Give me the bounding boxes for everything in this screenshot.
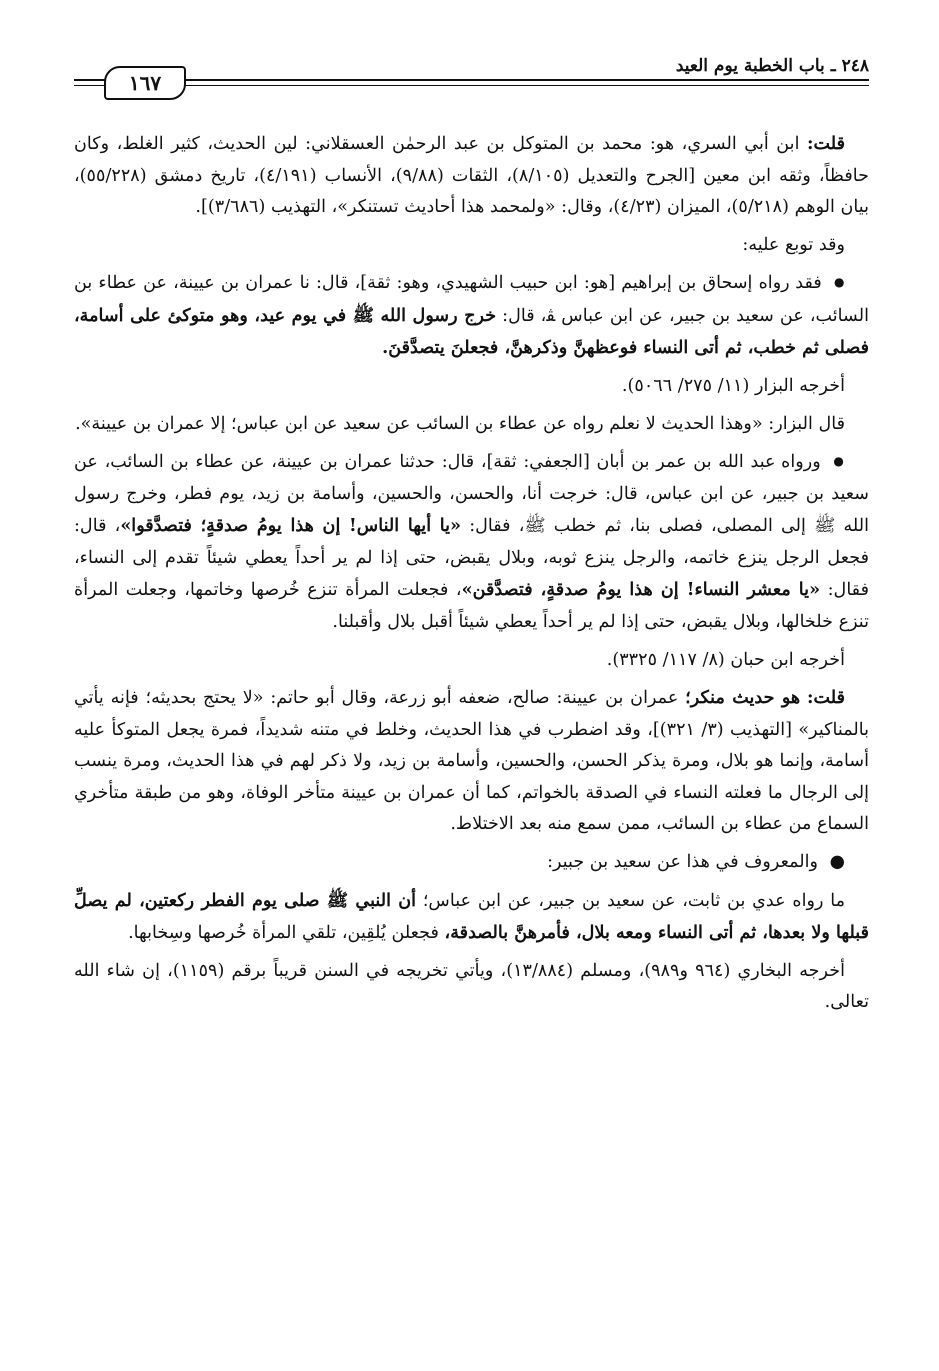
paragraph-3-text: فقد رواه إسحاق بن إبراهيم [هو: ابن حبيب الشهيدي، وهو: ثقة]، قال: نا عمران بن عيينة، عن عطاء بن السائب، عن سعيد بن جبير، عن ابن عباس ﭭ، قال: <box>74 273 869 326</box>
paragraph-11-text: أخرجه البخاري (٩٦٤ و٩٨٩)، ومسلم (١٣/٨٨٤)، ويأتي تخريجه في السنن قريباً برقم (١١٥٩)، إن شاء الله تعالى. <box>74 960 869 1013</box>
bullet-icon: ● <box>833 275 846 290</box>
paragraph-6-text-c: ، فجعلت المرأة تنزع خُرصها وخاتمها، وجعلت المرأة تنزع خلخالها، وبلال يقبض، حتى إذا لم ير أحداً يعطي شيئاً أقبل بلال وأقبلنا. <box>74 580 869 632</box>
running-title: ٢٤٨ ـ باب الخطبة يوم العيد <box>675 56 869 76</box>
paragraph-3-bold: خرج رسول الله ﷺ في يوم عيد، وهو متوكئ على أسامة، فصلى ثم خطب، ثم أتى النساء فوعظهنَّ وذكرهنَّ، فجعلنَ يتصدَّقنَ. <box>74 304 869 359</box>
paragraph-6-text-b: ، قال: فجعل الرجل ينزع خاتمه، والرجل ينزع ثوبه، وبلال يقبض، حتى إذا لم ير أحداً يعطي شيئاً تقدم إلى النساء، فقال: <box>74 516 869 601</box>
page-number: ١٦٧ <box>104 66 186 100</box>
header-rule-left-thin <box>74 85 106 86</box>
paragraph-1-lead: قلت: <box>807 133 846 154</box>
header-rule-left <box>74 79 106 81</box>
paragraph-11 <box>74 956 869 1019</box>
paragraph-9 <box>74 847 869 879</box>
header-rule <box>182 79 869 81</box>
paragraph-5 <box>74 409 869 441</box>
page-header <box>74 52 869 102</box>
paragraph-8-lead-rest: هو حديث منكر؛ <box>685 687 801 709</box>
paragraph-7 <box>74 645 869 677</box>
section-mark-icon: ● <box>829 852 845 873</box>
paragraph-10-text: ما رواه عدي بن ثابت، عن سعيد بن جبير، عن ابن عباس؛ <box>422 890 846 911</box>
paragraph-4-text: أخرجه البزار (١١/ ٢٧٥/ ٥٠٦٦). <box>621 375 845 396</box>
paragraph-5-text: قال البزار: «وهذا الحديث لا نعلم رواه عن عطاء بن السائب عن سعيد عن ابن عباس؛ إلا عمران بن عيينة». <box>75 413 845 434</box>
paragraph-4 <box>74 371 869 403</box>
paragraph-8 <box>74 682 869 841</box>
paragraph-1-text: ابن أبي السري، هو: محمد بن المتوكل بن عبد الرحمٰن العسقلاني: لين الحديث، كثير الغلط، وكان حافظاً، وثقه ابن معين [الجرح والتعديل (٨/١٠٥)، الثقات (٩/٨٨)، الأنساب (٤/١٩١)، تاريخ دمشق (٥٥/٢٢٨)، بيان الوهم (٥/٢١٨)، الميزان (٤/٢٣)، وقال: «ولمحمد هذا أحاديث تستنكر»، التهذيب (٣/٦٨٦)]. <box>74 134 870 218</box>
page-body <box>74 128 869 1025</box>
paragraph-3 <box>74 267 869 365</box>
paragraph-6 <box>74 446 869 638</box>
paragraph-2-text: وقد توبع عليه: <box>742 234 845 255</box>
header-rule-thin <box>182 85 869 86</box>
paragraph-2 <box>74 230 869 262</box>
bullet-icon: ● <box>833 454 845 469</box>
paragraph-8-text: عمران بن عيينة: صالح، ضعفه أبو زرعة، وقال أبو حاتم: «لا يحتج بحديثه؛ فإنه يأتي بالمناكير» [التهذيب (٣/ ٣٢١)]، وقد اضطرب في هذا الحديث، وخلط في متنه شديداً، فمرة يجعل المتوكأ عليه أسامة، وإنما هو بلال، ومرة يذكر الحسن، والحسين، وأسامة بن زيد، ولا ذكر لهم في هذا الحديث، ومرة ينسب إلى الرجال ما فعلته النساء في الصدقة بالخواتم، كما أن عمران بن عيينة متأخر الوفاة، وهو من طبقة متأخري السماع من عطاء بن السائب، ممن سمع منه بعد الاختلاط. <box>74 688 869 835</box>
paragraph-10 <box>74 885 869 950</box>
paragraph-6-bold-b: «يا معشر النساء! إن هذا يومُ صدقةٍ، فتصدَّقن» <box>461 579 821 601</box>
paragraph-6-bold-a: «يا أيها الناس! إن هذا يومُ صدقةٍ؛ فتصدَّقوا» <box>120 515 462 537</box>
paragraph-8-lead: قلت: <box>807 687 846 709</box>
paragraph-7-text: أخرجه ابن حبان (٨/ ١١٧/ ٣٣٢٥). <box>606 649 845 670</box>
paragraph-10-text-b: فجعلن يُلقِين، تلقي المرأة خُرصها وسِخابها. <box>128 923 439 944</box>
paragraph-1 <box>74 128 869 224</box>
paragraph-6-text-a: ورواه عبد الله بن عمر بن أبان [الجعفي: ثقة]، قال: حدثنا عمران بن عيينة، عن عطاء بن السائب، عن سعيد بن جبير، عن ابن عباس، قال: خرجت أنا، والحسن، والحسين، وأسامة بن زيد، يوم فطر، وخرج رسول الله ﷺ إلى المصلى، فصلى بنا، ثم خطب ﷺ، فقال: <box>74 451 869 537</box>
paragraph-10-bold: أن النبي ﷺ صلى يوم الفطر ركعتين، لم يصلِّ قبلها ولا بعدها، ثم أتى النساء ومعه بلال، فأمرهنَّ بالصدقة، <box>74 889 869 944</box>
paragraph-9-text: والمعروف في هذا عن سعيد بن جبير: <box>547 852 819 873</box>
